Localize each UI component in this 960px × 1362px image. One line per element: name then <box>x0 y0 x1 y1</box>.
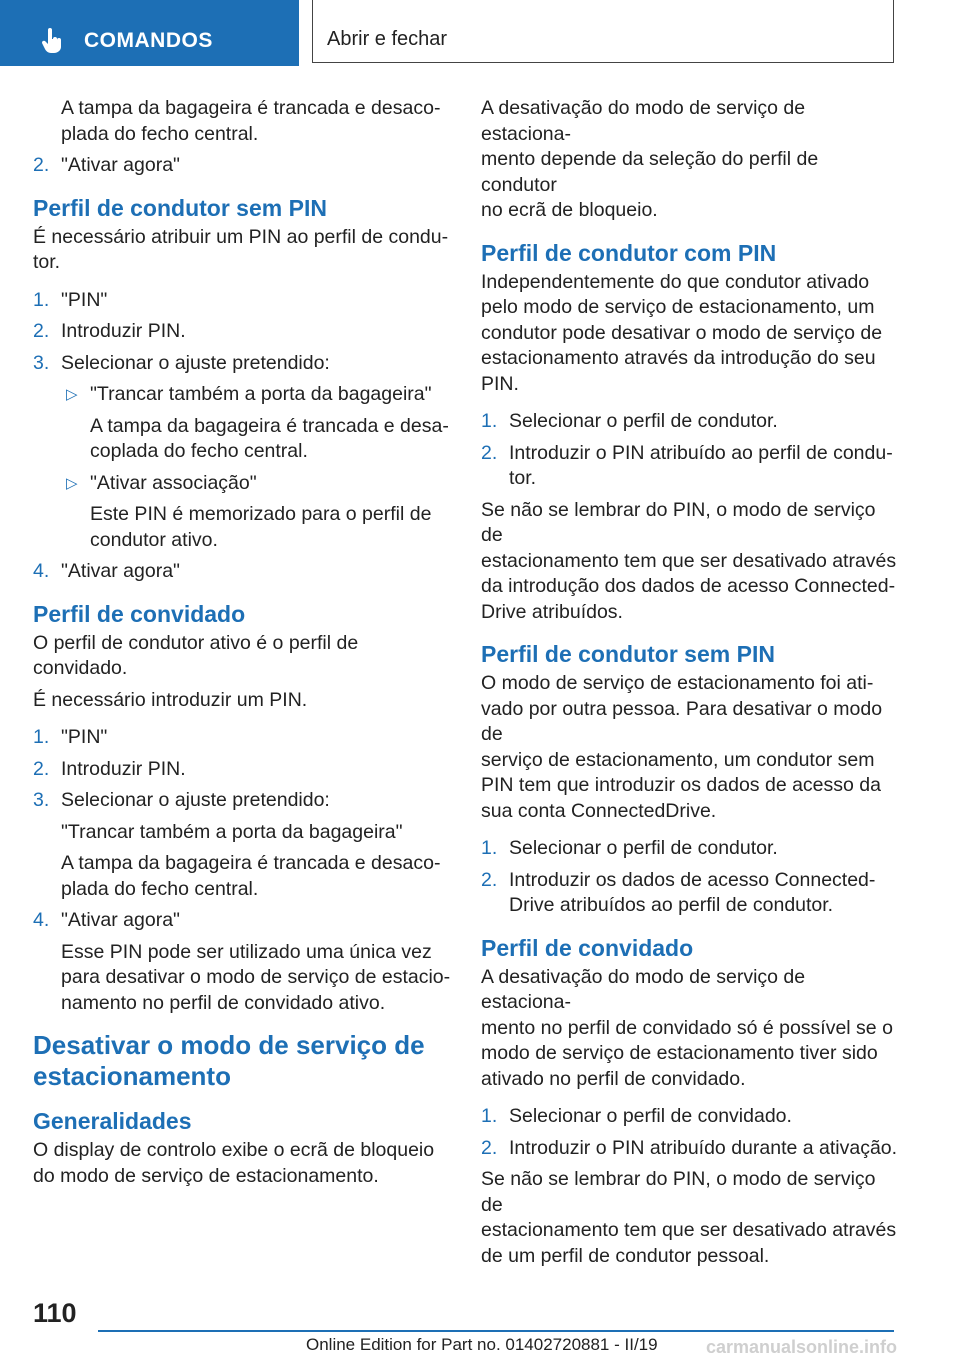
list-number: 2. <box>33 154 50 176</box>
triangle-bullet-icon: ▷ <box>66 474 78 492</box>
footer-divider <box>98 1330 894 1332</box>
list-item <box>33 788 451 814</box>
list-number: 4. <box>33 560 50 582</box>
paragraph: do modo de serviço de estacionamento. <box>33 1164 379 1187</box>
list-item <box>33 153 451 179</box>
paragraph: Independentemente do que condutor ativado <box>481 270 870 293</box>
sub-list-item <box>33 471 451 497</box>
chapter-heading <box>33 1030 451 1092</box>
section-tab[interactable] <box>0 0 299 66</box>
section-heading: Perfil de convidado <box>33 600 246 627</box>
page-number: 110 <box>33 1298 77 1328</box>
paragraph: "Trancar também a porta da bagageira" <box>61 820 403 843</box>
list-text: Selecionar o perfil de condutor. <box>509 410 778 432</box>
list-number: 3. <box>33 789 50 811</box>
list-text: "Ativar agora" <box>61 154 180 176</box>
paragraph: O modo de serviço de estacionamento foi ati‐ <box>481 672 874 694</box>
section-heading: Perfil de condutor sem PIN <box>481 641 775 667</box>
paragraph: de um perfil de condutor pessoal. <box>481 1244 770 1267</box>
paragraph: PIN. <box>481 372 519 395</box>
paragraph: modo de serviço de estacionamento tiver sido <box>481 1042 878 1064</box>
list-number: 3. <box>33 351 50 374</box>
list-text: "Trancar também a porta da bagageira" <box>90 383 432 405</box>
list-text: Introduzir PIN. <box>61 320 186 342</box>
paragraph: A tampa da bagageira é trancada e desa‐ <box>90 414 449 437</box>
list-item <box>33 908 451 934</box>
paragraph: A tampa da bagageira é trancada e desaco‐ <box>61 97 441 119</box>
heading-line: estacionamento <box>33 1061 231 1091</box>
paragraph: PIN tem que introduzir os dados de acesso da <box>481 774 881 796</box>
list-text: Selecionar o ajuste pretendido: <box>61 789 330 811</box>
list-item <box>33 757 451 783</box>
section-heading: Generalidades <box>33 1108 192 1134</box>
list-text: Introduzir o PIN atribuído ao perfil de condu‐ <box>509 441 893 464</box>
paragraph: A desativação do modo de serviço de estaciona‐ <box>481 965 806 1013</box>
list-item <box>481 409 899 435</box>
list-item <box>481 441 899 467</box>
paragraph: serviço de estacionamento, um condutor sem <box>481 748 875 771</box>
list-item <box>33 351 451 377</box>
paragraph: plada do fecho central. <box>61 122 259 145</box>
list-text: "Ativar agora" <box>61 909 180 931</box>
section-heading: Perfil de condutor com PIN <box>481 239 777 266</box>
list-text: Selecionar o perfil de convidado. <box>509 1105 792 1127</box>
list-item <box>481 1136 899 1162</box>
paragraph: É necessário atribuir um PIN ao perfil de condu‐ <box>33 225 449 248</box>
paragraph: Se não se lembrar do PIN, o modo de serviço de <box>481 1168 876 1216</box>
paragraph: tor. <box>509 467 537 489</box>
edition-info: Online Edition for Part no. 01402720881 - II/19 <box>306 1335 658 1354</box>
paragraph: Este PIN é memorizado para o perfil de <box>90 503 432 525</box>
paragraph: no ecrã de bloqueio. <box>481 199 658 221</box>
list-number: 1. <box>481 837 498 859</box>
list-text: Introduzir os dados de acesso Connected‐ <box>509 868 876 891</box>
paragraph: Se não se lembrar do PIN, o modo de serviço de <box>481 498 876 546</box>
paragraph: É necessário introduzir um PIN. <box>33 688 308 711</box>
section-tab-label: COMANDOS <box>84 29 213 52</box>
heading-line: Desativar o modo de serviço de <box>33 1030 425 1060</box>
list-number: 1. <box>481 410 498 432</box>
right-column <box>481 96 899 1269</box>
watermark: carmanualsonline.info <box>700 1336 897 1358</box>
paragraph: da introdução dos dados de acesso Connected‐ <box>481 575 896 597</box>
paragraph: Drive atribuídos. <box>481 600 623 623</box>
list-number: 1. <box>33 726 50 748</box>
section-heading: Perfil de condutor sem PIN <box>33 194 327 221</box>
list-text: Selecionar o ajuste pretendido: <box>61 351 330 374</box>
chapter-title-box <box>312 0 894 63</box>
list-number: 2. <box>481 868 498 891</box>
list-item <box>481 868 899 894</box>
paragraph: A tampa da bagageira é trancada e desaco‐ <box>61 852 441 874</box>
list-item <box>33 559 451 585</box>
paragraph: coplada do fecho central. <box>90 440 308 462</box>
triangle-bullet-icon: ▷ <box>66 386 78 403</box>
paragraph: O display de controlo exibe o ecrã de bloqueio <box>33 1139 435 1161</box>
paragraph: A desativação do modo de serviço de estaciona‐ <box>481 97 806 145</box>
list-item <box>481 1104 899 1130</box>
paragraph: mento depende da seleção do perfil de condutor <box>481 148 819 196</box>
page-header <box>0 0 960 66</box>
list-text: "Ativar agora" <box>61 560 180 582</box>
list-number: 2. <box>481 1136 498 1159</box>
list-item <box>33 288 451 314</box>
hand-pointer-icon <box>40 28 66 54</box>
list-number: 1. <box>481 1105 498 1127</box>
list-text: "PIN" <box>61 288 108 311</box>
list-item <box>33 319 451 345</box>
list-text: Introduzir PIN. <box>61 757 186 780</box>
list-text: Selecionar o perfil de condutor. <box>509 837 778 859</box>
paragraph: plada do fecho central. <box>61 877 259 900</box>
list-number: 1. <box>33 288 50 311</box>
paragraph: O perfil de condutor ativo é o perfil de convidado. <box>33 631 359 679</box>
list-text: Introduzir o PIN atribuído durante a ativação. <box>509 1136 898 1159</box>
paragraph: estacionamento tem que ser desativado através <box>481 549 897 572</box>
list-number: 4. <box>33 909 50 931</box>
paragraph: vado por outra pessoa. Para desativar o modo de <box>481 697 883 745</box>
paragraph: para desativar o modo de serviço de estacio‐ <box>61 966 451 988</box>
paragraph: Esse PIN pode ser utilizado uma única vez <box>61 940 432 963</box>
paragraph: condutor pode desativar o modo de serviço de <box>481 321 883 344</box>
paragraph: estacionamento tem que ser desativado através <box>481 1219 897 1241</box>
left-column <box>33 96 451 1189</box>
paragraph: sua conta ConnectedDrive. <box>481 799 717 822</box>
list-number: 2. <box>33 320 50 342</box>
paragraph: estacionamento através da introdução do seu <box>481 347 876 369</box>
section-heading: Perfil de convidado <box>481 934 694 961</box>
list-number: 2. <box>33 757 50 780</box>
paragraph: tor. <box>33 251 61 273</box>
paragraph: Drive atribuídos ao perfil de condutor. <box>509 894 834 916</box>
list-text: "PIN" <box>61 726 108 748</box>
list-item <box>481 836 899 862</box>
paragraph: ativado no perfil de convidado. <box>481 1067 746 1090</box>
paragraph: condutor ativo. <box>90 528 218 551</box>
paragraph: pelo modo de serviço de estacionamento, um <box>481 296 875 318</box>
list-number: 2. <box>481 441 498 464</box>
sub-list-item <box>33 382 451 408</box>
paragraph: namento no perfil de convidado ativo. <box>61 991 386 1014</box>
paragraph: mento no perfil de convidado só é possível se o <box>481 1016 893 1039</box>
list-text: "Ativar associação" <box>90 471 257 494</box>
list-item <box>33 725 451 751</box>
chapter-title: Abrir e fechar <box>327 28 448 50</box>
